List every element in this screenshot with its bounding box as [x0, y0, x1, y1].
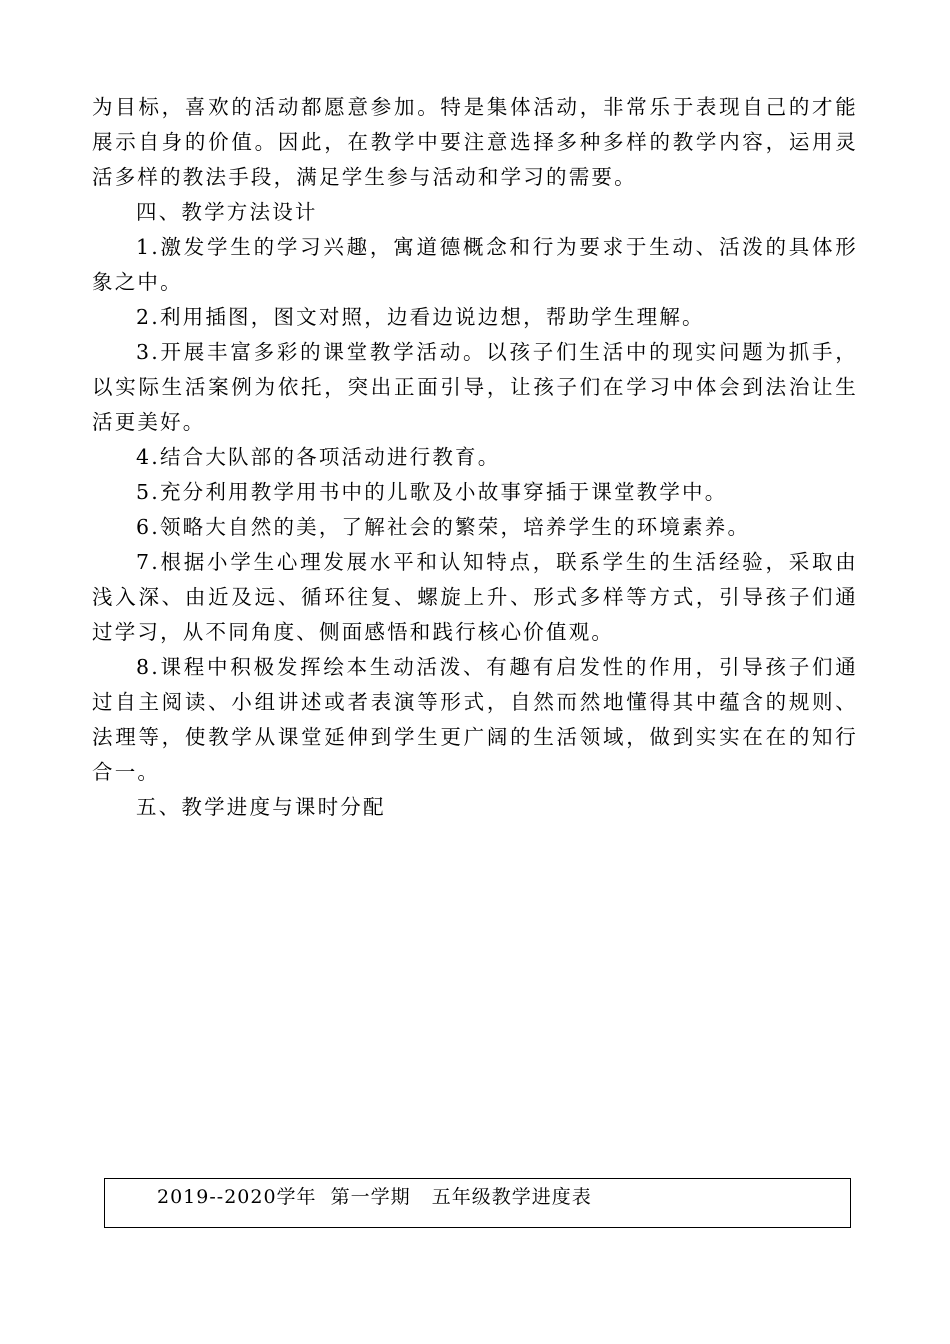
list-item-method-4: 4.结合大队部的各项活动进行教育。 — [136, 445, 501, 469]
schedule-table-title: 2019--2020学年 第一学期 五年级教学进度表 — [157, 1186, 592, 1208]
list-item-method-7: 7.根据小学生心理发展水平和认知特点，联系学生的生活经验，采取由浅入深、由近及远、循环往复、螺旋上升、形式多样等方式，引导孩子们通过学习，从不同角度、侧面感悟和践行核心价值观。 — [92, 550, 858, 644]
list-item-method-6: 6.领略大自然的美，了解社会的繁荣，培养学生的环境素养。 — [136, 515, 751, 539]
schedule-table — [104, 1178, 851, 1228]
heading-schedule: 五、教学进度与课时分配 — [136, 795, 386, 819]
heading-teaching-methods: 四、教学方法设计 — [136, 200, 318, 224]
list-item-method-1: 1.激发学生的学习兴趣，寓道德概念和行为要求于生动、活泼的具体形象之中。 — [92, 235, 858, 294]
list-item-method-5: 5.充分利用教学用书中的儿歌及小故事穿插于课堂教学中。 — [136, 480, 728, 504]
paragraph-intro: 为目标，喜欢的活动都愿意参加。特是集体活动，非常乐于表现自己的才能展示自身的价值。因此，在教学中要注意选择多种多样的教学内容，运用灵活多样的教法手段，满足学生参与活动和学习的需要。 — [92, 95, 858, 189]
list-item-method-3: 3.开展丰富多彩的课堂教学活动。以孩子们生活中的现实问题为抓手，以实际生活案例为依托，突出正面引导，让孩子们在学习中体会到法治让生活更美好。 — [92, 340, 858, 434]
list-item-method-2: 2.利用插图，图文对照，边看边说边想，帮助学生理解。 — [136, 305, 705, 329]
document-body — [92, 90, 858, 825]
list-item-method-8: 8.课程中积极发挥绘本生动活泼、有趣有启发性的作用，引导孩子们通过自主阅读、小组讲述或者表演等形式，自然而然地懂得其中蕴含的规则、法理等，使教学从课堂延伸到学生更广阔的生活领域，做到实实在在的知行合一。 — [92, 655, 858, 784]
